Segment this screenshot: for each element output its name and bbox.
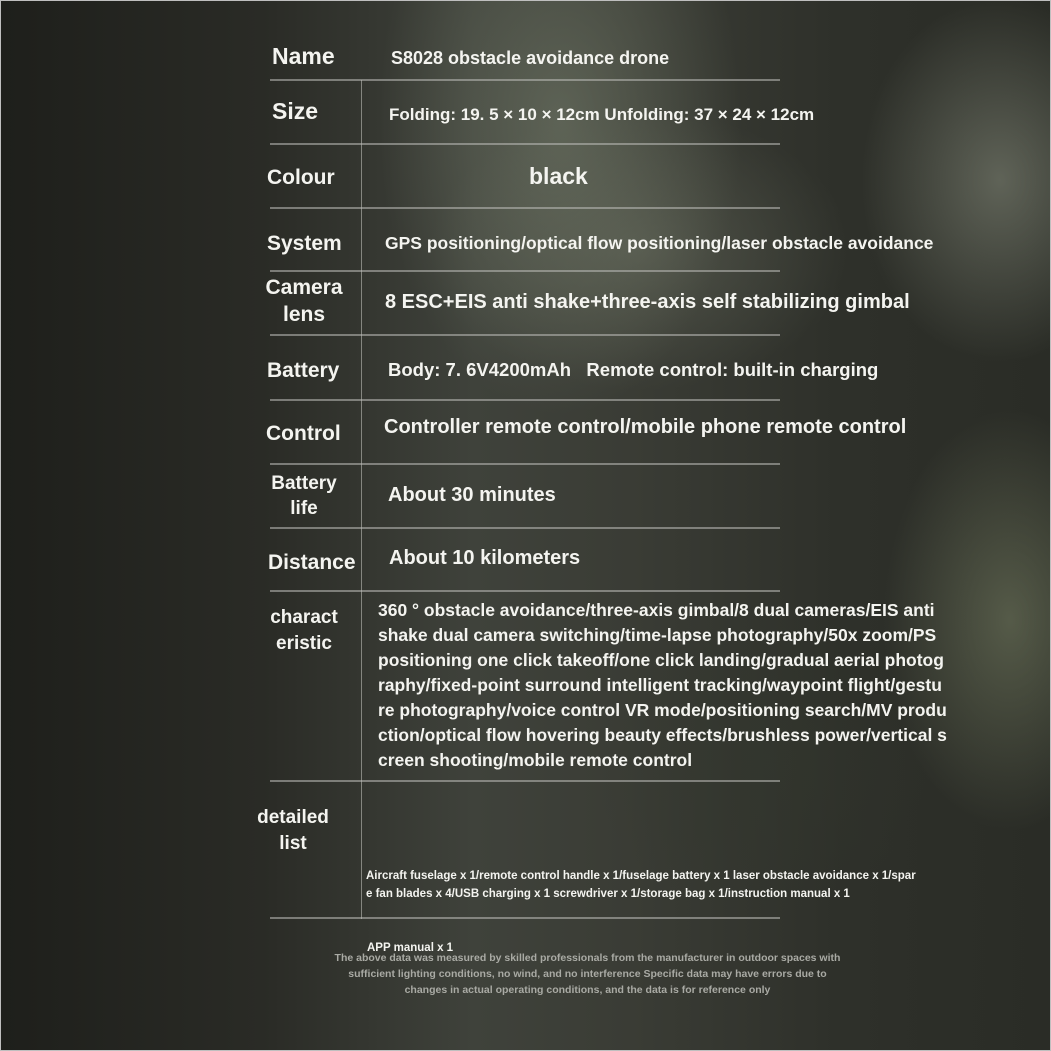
spec-label-battery: Battery	[267, 359, 340, 382]
spec-value-camera-lens: 8 ESC+EIS anti shake+three-axis self stabilizing gimbal	[385, 291, 910, 313]
spec-value-distance: About 10 kilometers	[389, 547, 581, 569]
row-divider	[270, 334, 780, 336]
spec-label-size: Size	[272, 98, 319, 124]
spec-label-characteristic	[264, 605, 344, 657]
row-divider	[270, 463, 780, 465]
spec-value-system: GPS positioning/optical flow positioning/laser obstacle avoidance	[385, 233, 934, 253]
row-divider	[270, 780, 780, 782]
spec-value-characteristic: 360 ° obstacle avoidance/three-axis gimbal/8 dual cameras/EIS anti shake dual camera switching/time-lapse photography/50x zoom/PS positioning one click takeoff/one click landing/gradual aerial photography/fixed-point surround intelligent tracking/waypoint flight/gesture photography/voice control VR mode/positioning search/MV production/optical flow hovering beauty effects/brushless power/vertical screen shooting/mobile remote control	[378, 600, 947, 770]
row-divider	[270, 79, 780, 81]
spec-value-battery-life: About 30 minutes	[388, 484, 556, 506]
column-divider	[361, 80, 362, 919]
spec-label-name: Name	[272, 43, 335, 69]
disclaimer-footnote: The above data was measured by skilled professionals from the manufacturer in outdoor spaces with sufficient lighting conditions, no wind, and no interference Specific data may have errors due to changes in actual operating conditions, and the data is for reference only	[334, 952, 841, 996]
spec-value-size: Folding: 19. 5 × 10 × 12cm Unfolding: 37 × 24 × 12cm	[389, 105, 815, 124]
spec-label-detailed-list	[254, 805, 332, 857]
spec-label-battery-life	[264, 471, 344, 521]
spec-value-battery: Body: 7. 6V4200mAh Remote control: built-in charging	[388, 359, 879, 380]
label-line: Battery	[271, 473, 337, 494]
label-line: Camera	[265, 276, 343, 299]
spec-value-colour: black	[529, 163, 588, 189]
label-line: list	[279, 833, 307, 854]
spec-value-control: Controller remote control/mobile phone remote control	[384, 416, 907, 438]
row-divider	[270, 143, 780, 145]
spec-label-camera-lens	[260, 274, 348, 329]
spec-label-distance: Distance	[268, 551, 356, 574]
row-divider	[270, 207, 780, 209]
list-line: Aircraft fuselage x 1/remote control handle x 1/fuselage battery x 1 laser obstacle avoidance x 1/spare fan blades x 4/USB charging x 1 screwdriver x 1/storage bag x 1/instruction manual x 1	[366, 870, 916, 900]
label-line: life	[290, 498, 318, 519]
spec-label-control: Control	[266, 422, 341, 445]
row-divider	[270, 527, 780, 529]
row-divider	[270, 590, 780, 592]
spec-value-name: S8028 obstacle avoidance drone	[391, 48, 670, 68]
label-line: eristic	[276, 633, 332, 654]
list-line: APP manual x 1	[367, 942, 454, 954]
spec-label-system: System	[267, 232, 342, 255]
label-line: detailed	[257, 807, 329, 828]
row-divider	[270, 399, 780, 401]
label-line: lens	[282, 303, 326, 327]
spec-label-colour: Colour	[267, 166, 335, 189]
label-line: charact	[270, 607, 338, 628]
row-divider	[270, 270, 780, 272]
